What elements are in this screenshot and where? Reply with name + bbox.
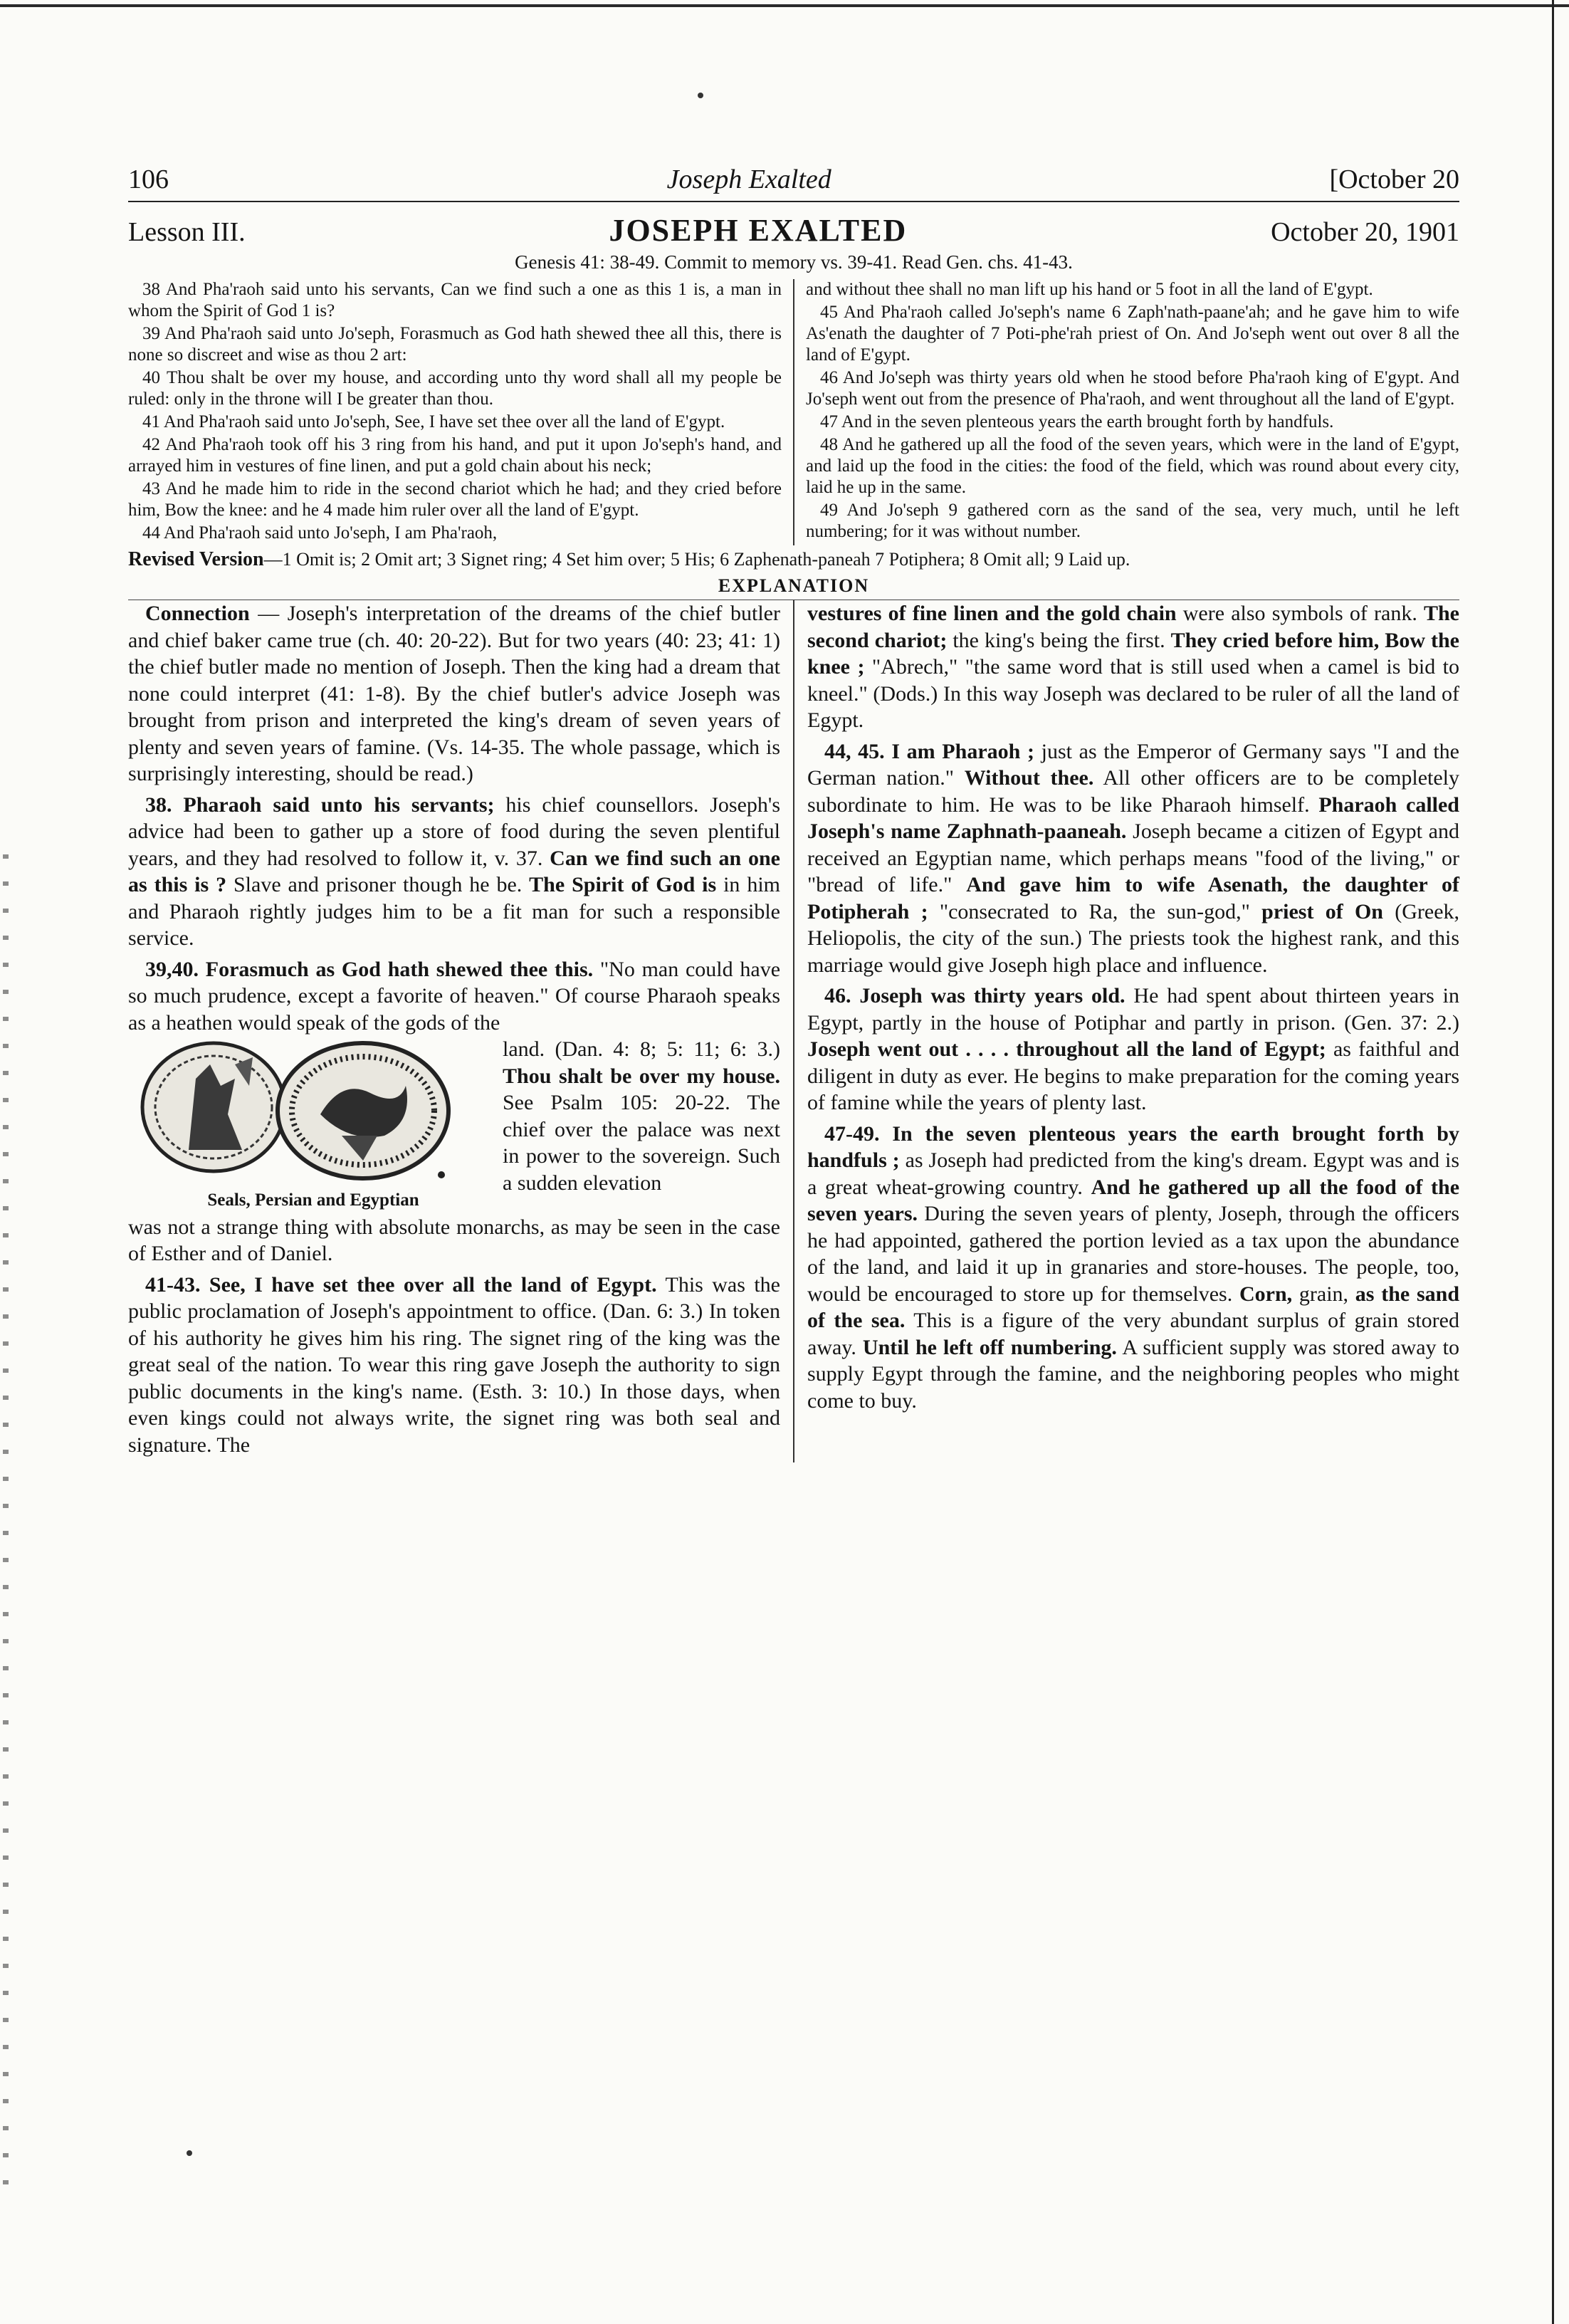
verse-44-cont: and without thee shall no man lift up his hand or 5 foot in all the land of E'gypt.: [806, 280, 1373, 299]
explanation-heading: EXPLANATION: [718, 575, 870, 596]
expl-38-text-a: his chief counsellors. Joseph's advice had been to gather up a store of food during the seven plentiful years, and they had resolved to follow it, v. 37.: [128, 792, 780, 870]
seal-dot: [438, 1171, 445, 1178]
revised-version-note: [128, 548, 1459, 571]
expl-38-heading-2: Can we find such an one as this is ?: [128, 846, 781, 896]
running-date: [October 20: [1329, 164, 1459, 194]
expl-41-43-heading: 41-43. See, I have set thee over all the land of Egypt.: [145, 1272, 657, 1297]
expl-chariot-heading: The second chariot;: [807, 602, 1459, 652]
expl-connection-text: — Joseph's interpretation of the dreams of the chief butler and chief baker came true (ch. 40: 20-22). But for two years (40: 23; 41: 1) the chief butler made no mention of Joseph. Then the king had a dream that none could interpret (41: 1-8). By the chief butler's advice Joseph was brought from prison and interpreted the king's dream of seven years of plenty and seven years of famine. (Vs. 14-35. The whole passage, which is surprisingly interesting, should be read.): [128, 602, 780, 785]
seal-figure: [128, 1036, 498, 1214]
expl-name-heading: Pharaoh called Joseph's name Zaphnath-paaneah.: [807, 792, 1459, 843]
expl-39-40: [128, 956, 780, 1037]
expl-47-49-text-d: This is a figure of the very abundant surplus of grain stored away.: [807, 1309, 1459, 1359]
seals-illustration: [128, 1036, 498, 1185]
expl-47-49-text-a: as Joseph had predicted from the king's dream. Egypt was and is a great wheat-growing country.: [807, 1148, 1459, 1199]
expl-44-45-heading: 44, 45. I am Pharaoh ;: [824, 739, 1034, 763]
expl-47-49-text-c: grain,: [1292, 1282, 1355, 1306]
expl-gathered-heading: And he gathered up all the food of the seven years.: [807, 1175, 1460, 1225]
top-scan-border: [0, 4, 1569, 7]
expl-46-text-b: as faithful and diligent in duty as ever. He begins to make preparation for the coming years of famine while the years of plenty last.: [807, 1037, 1459, 1114]
lesson-header: [128, 212, 1459, 248]
revised-version-text: —1 Omit is; 2 Omit art; 3 Signet ring; 4 Set him over; 5 His; 6 Zaphenath-paneah 7 Potiphera; 8 Omit all; 9 Laid up.: [263, 549, 1130, 570]
expl-38: [128, 792, 780, 952]
verse-48: 48 And he gathered up all the food of the seven years, which were in the land of E'gypt, and laid up the food in the cities: the food of the field, which was round about every city, laid he up in the same.: [806, 435, 1459, 497]
verse-47: 47 And in the seven plenteous years the earth brought forth by handfuls.: [820, 412, 1334, 431]
expl-vestures-heading: vestures of fine linen and the gold chain: [807, 602, 1177, 625]
expl-41-43: [128, 1272, 780, 1459]
expl-vestures: [807, 600, 1459, 734]
seal-wrap-text: [503, 1036, 780, 1196]
expl-44-45-text-d: "consecrated to Ra, the sun-god,": [928, 899, 1262, 923]
expl-44-45-text-c: Joseph became a citizen of Egypt and received an Egyptian name, which perhaps means "food of the living," or "bread of life.": [807, 820, 1459, 896]
page-number: 106: [128, 164, 169, 194]
expl-without-thee-heading: Without thee.: [964, 766, 1094, 790]
left-margin-marks: [3, 854, 9, 2207]
expl-47-49-text-e: A sufficient supply was stored away to supply Egypt through the famine, and the neighboring peoples who might come to buy.: [807, 1335, 1459, 1413]
lesson-number: Lesson III.: [128, 217, 246, 247]
expl-39-40-end: was not a strange thing with absolute monarchs, as may be seen in the case of Esther and of Daniel.: [128, 1215, 780, 1265]
verse-41: 41 And Pha'raoh said unto Jo'seph, See, I have set thee over all the land of E'gypt.: [142, 412, 725, 431]
explanation-body: [128, 600, 1459, 1462]
expl-41-43-text: This was the public proclamation of Joseph's appointment to office. (Dan. 6: 3.) In token of his authority he gives him his ring. The signet ring of the king was the great seal of the nation. To wear this ring gave Joseph the authority to sign public documents in the king's name. (Esth. 3: 10.) In those days, when even kings could not always write, the signet ring was both seal and signature. The: [128, 1272, 780, 1457]
expl-numbering-heading: Until he left off numbering.: [862, 1335, 1117, 1359]
expl-46-text-a: He had spent about thirteen years in Egypt, partly in the house of Potiphar and partly in prison. (Gen. 37: 2.): [807, 984, 1459, 1035]
page: [128, 164, 1459, 1462]
revised-version-label: Revised Version: [128, 548, 264, 570]
scripture-left-column: [128, 279, 794, 545]
expl-asenath-heading: And gave him to wife Asenath, the daughter of Potipherah ;: [807, 873, 1459, 923]
verse-39: 39 And Pha'raoh said unto Jo'seph, Forasmuch as God hath shewed thee all this, there is none so discreet and wise as thou 2 art:: [128, 324, 782, 365]
expl-39-40-heading-2: Thou shalt be over my house.: [503, 1064, 780, 1088]
speck: [187, 2150, 192, 2156]
verse-43: 43 And he made him to ride in the second chariot which he had; and they cried before him, Bow the knee: and he 4 made him ruler over all the land of E'gypt.: [128, 479, 782, 520]
seal-caption: Seals, Persian and Egyptian: [207, 1190, 419, 1210]
expl-44-45-text-e: (Greek, Heliopolis, the city of the sun.) The priests took the highest rank, and this marriage would give Joseph high place and influence.: [807, 899, 1460, 977]
expl-44-45: [807, 738, 1459, 979]
expl-knee-heading: They cried before him, Bow the knee ;: [807, 628, 1459, 679]
right-scan-border: [1552, 0, 1554, 2324]
expl-47-49-heading: 47-49. In the seven plenteous years the earth brought forth by handfuls ;: [807, 1121, 1459, 1172]
scripture-passage: [128, 279, 1459, 545]
expl-47-49: [807, 1121, 1459, 1415]
lesson-subhead: Genesis 41: 38-49. Commit to memory vs. 39-41. Read Gen. chs. 41-43.: [515, 251, 1073, 273]
explanation-left-column: [128, 600, 794, 1462]
lesson-date: October 20, 1901: [1271, 217, 1459, 247]
verse-45: 45 And Pha'raoh called Jo'seph's name 6 Zaph'nath-paane'ah; and he gave him to wife As'enath the daughter of 7 Poti-phe'rah priest of On. And Jo'seph went out over 8 all the land of E'gypt.: [806, 303, 1459, 365]
explanation-right-column: [794, 600, 1459, 1462]
lesson-title: JOSEPH EXALTED: [609, 213, 908, 248]
verse-44: 44 And Pha'raoh said unto Jo'seph, I am Pha'raoh,: [142, 523, 498, 543]
expl-39-40-text: "No man could have so much prudence, except a favorite of heaven." Of course Pharaoh speaks as a heathen would speak of the gods of the: [128, 957, 781, 1035]
expl-38-heading-3: The Spirit of God is: [529, 873, 717, 896]
expl-corn-heading: Corn,: [1239, 1282, 1293, 1306]
expl-46-heading-2: Joseph went out . . . . throughout all the land of Egypt;: [807, 1037, 1326, 1061]
verse-46: 46 And Jo'seph was thirty years old when he stood before Pha'raoh king of E'gypt. And Jo'seph went out from the presence of Pha'raoh, and went throughout all the land of E'gypt.: [806, 368, 1459, 409]
expl-38-text-c: in him and Pharaoh rightly judges him to be a fit man for such a responsible service.: [128, 873, 780, 950]
expl-vestures-text-b: the king's being the first.: [947, 628, 1171, 652]
running-head: [128, 164, 1459, 202]
running-title: Joseph Exalted: [666, 164, 831, 194]
verse-38: 38 And Pha'raoh said unto his servants, Can we find such a one as this 1 is, a man in whom the Spirit of God 1 is?: [128, 280, 782, 320]
expl-46-heading: 46. Joseph was thirty years old.: [824, 984, 1125, 1007]
expl-connection: [128, 600, 780, 787]
expl-44-45-text-b: All other officers are to be completely subordinate to him. He was to be like Pharaoh himself.: [807, 766, 1459, 817]
expl-39-40-heading: 39,40. Forasmuch as God hath shewed thee this.: [145, 957, 594, 981]
expl-vestures-text-c: "Abrech," "the same word that is still used when a camel is bid to kneel." (Dods.) In this way Joseph was declared to be ruler of all the land of Egypt.: [807, 655, 1459, 732]
verse-49: 49 And Jo'seph 9 gathered corn as the sand of the sea, very much, until he left numbering; for it was without number.: [806, 501, 1459, 541]
expl-connection-heading: Connection: [145, 602, 250, 625]
scripture-right-column: [794, 279, 1459, 545]
expl-38-text-b: Slave and prisoner though he be.: [226, 873, 530, 896]
expl-on-heading: priest of On: [1261, 899, 1383, 923]
expl-vestures-text-a: were also symbols of rank.: [1176, 602, 1424, 625]
expl-sand-heading: as the sand of the sea.: [807, 1282, 1460, 1332]
expl-39-40-wrap-b: See Psalm 105: 20-22. The chief over the palace was next in power to the sovereign. Such a sudden elevation: [503, 1091, 780, 1195]
speck: [698, 93, 703, 98]
expl-44-45-text-a: just as the Emperor of Germany says "I and the German nation.": [807, 739, 1459, 790]
verse-42: 42 And Pha'raoh took off his 3 ring from his hand, and put it upon Jo'seph's hand, and arrayed him in vestures of fine linen, and put a gold chain about his neck;: [128, 435, 782, 476]
verse-40: 40 Thou shalt be over my house, and according unto thy word shall all my people be ruled: only in the throne will I be greater than thou.: [128, 368, 782, 409]
expl-47-49-text-b: During the seven years of plenty, Joseph, through the officers he had appointed, gathered the portion levied as a tax upon the abundance of the land, and laid it up in granaries and store-houses. The people, too, would be encouraged to store up for themselves.: [807, 1202, 1459, 1306]
expl-39-40-wrap-a: land. (Dan. 4: 8; 5: 11; 6: 3.): [503, 1037, 780, 1061]
expl-38-heading: 38. Pharaoh said unto his servants;: [145, 792, 495, 817]
expl-46: [807, 983, 1459, 1116]
seal-figure-block: [128, 1036, 780, 1214]
